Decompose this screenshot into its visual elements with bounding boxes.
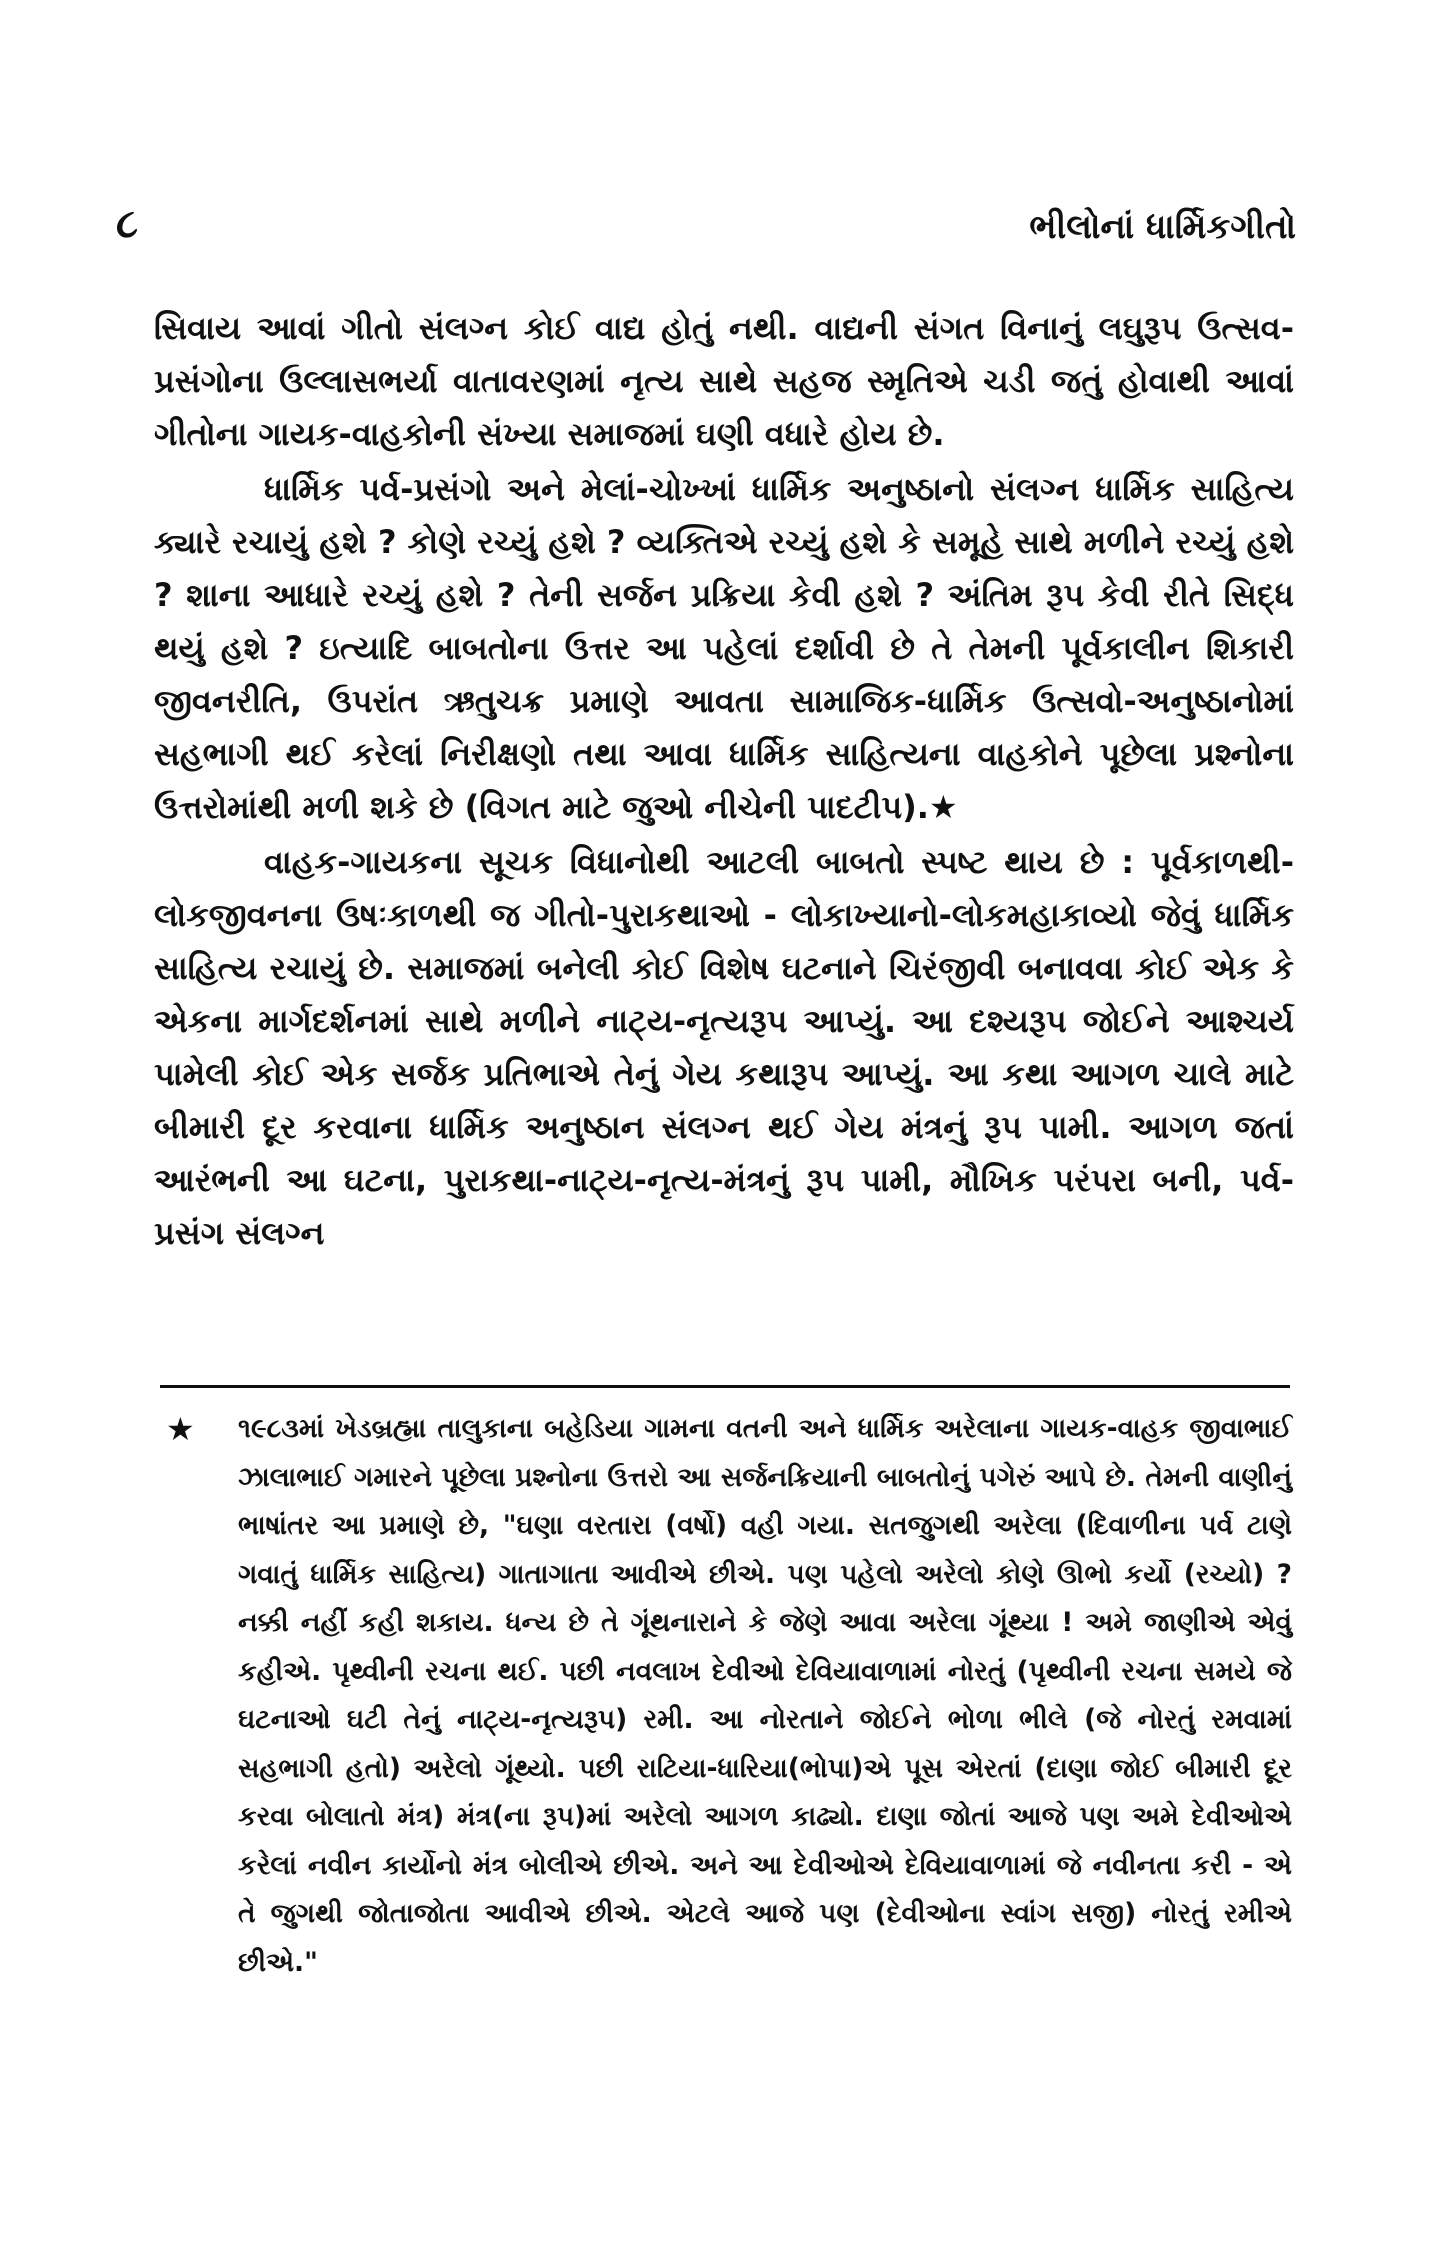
body-text (154, 302, 1294, 1260)
footnote-star-marker: ★ (166, 1410, 195, 1448)
running-head-title: ભીલોનાં ધાર્મિકગીતો (1029, 207, 1296, 247)
footnote-text: ૧૯૮૩માં ખેડબ્રહ્મા તાલુકાના બહેડિયા ગામના વતની અને ધાર્મિક અરેલાના ગાયક-વાહક જીવાભાઈ ઝાલાભાઈ ગમારને પૂછેલા પ્રશ્નોના ઉત્તરો આ સર્જનક્રિયાની બાબતોનું પગેરું આપે છે. તેમની વાણીનું ભાષાંતર આ પ્રમાણે છે, "ઘણા વરતારા (વર્ષો) વહી ગયા. સતજુગથી અરેલા (દિવાળીના પર્વ ટાણે ગવાતું ધાર્મિક સાહિત્ય) ગાતાગાતા આવીએ છીએ. પણ પહેલો અરેલો કોણે ઊભો કર્યો (રચ્યો) ? નક્કી નહીં કહી શકાય. ધન્ય છે તે ગૂંથનારાને કે જેણે આવા અરેલા ગૂંથ્યા ! અમે જાણીએ એવું કહીએ. પૃથ્વીની રચના થઈ. પછી નવલાખ દેવીઓ દેવિયાવાળામાં નોરતું (પૃથ્વીની રચના સમયે જે ઘટનાઓ ઘટી તેનું નાટ્ય-નૃત્યરૂપ) રમી. આ નોરતાને જોઈને ભોળા ભીલે (જે નોરતું રમવામાં સહભાગી હતો) અરેલો ગૂંથ્યો. પછી રાટિયા-ધારિયા(ભોપા)એ પૂસ એરતાં (દાણા જોઈ બીમારી દૂર કરવા બોલાતો મંત્ર) મંત્ર(ના રૂપ)માં અરેલો આગળ કાઢ્યો. દાણા જોતાં આજે પણ અમે દેવીઓએ કરેલાં નવીન કાર્યોનો મંત્ર બોલીએ છીએ. અને આ દેવીઓએ દેવિયાવાળામાં જે નવીનતા કરી - એ તે જુગથી જોતાજોતા આવીએ છીએ. એટલે આજે પણ (દેવીઓના સ્વાંગ સજી) નોરતું રમીએ છીએ." (238, 1413, 1292, 1978)
paragraph-2: ધાર્મિક પર્વ-પ્રસંગો અને મેલાં-ચોખ્ખાં ધાર્મિક અનુષ્ઠાનો સંલગ્ન ધાર્મિક સાહિત્ય ક્યારે રચાયું હશે ? કોણે રચ્યું હશે ? વ્યક્તિએ રચ્યું હશે કે સમૂહે સાથે મળીને રચ્યું હશે ? શાના આધારે રચ્યું હશે ? તેની સર્જન પ્રક્રિયા કેવી હશે ? અંતિમ રૂપ કેવી રીતે સિદ્ધ થયું હશે ? ઇત્યાદિ બાબતોના ઉત્તર આ પહેલાં દર્શાવી છે તે તેમની પૂર્વકાલીન શિકારી જીવનરીતિ, ઉપરાંત ઋતુચક્ર પ્રમાણે આવતા સામાજિક-ધાર્મિક ઉત્સવો-અનુષ્ઠાનોમાં સહભાગી થઈ કરેલાં નિરીક્ષણો તથા આવા ધાર્મિક સાહિત્યના વાહકોને પૂછેલા પ્રશ્નોના ઉત્તરોમાંથી મળી શકે છે (વિગત માટે જુઓ નીચેની પાદટીપ).★ (154, 470, 1294, 826)
footnote-divider (160, 1385, 1290, 1388)
paragraph-3: વાહક-ગાયકના સૂચક વિધાનોથી આટલી બાબતો સ્પષ્ટ થાય છે : પૂર્વકાળથી-લોકજીવનના ઉષઃકાળથી જ ગીતો-પુરાકથાઓ - લોકાખ્યાનો-લોકમહાકાવ્યો જેવું ધાર્મિક સાહિત્ય રચાયું છે. સમાજમાં બનેલી કોઈ વિશેષ ઘટનાને ચિરંજીવી બનાવવા કોઈ એક કે એકના માર્ગદર્શનમાં સાથે મળીને નાટ્ય-નૃત્યરૂપ આપ્યું. આ દશ્યરૂપ જોઈને આશ્ચર્ય પામેલી કોઈ એક સર્જક પ્રતિભાએ તેનું ગેય કથારૂપ આપ્યું. આ કથા આગળ ચાલે માટે બીમારી દૂર કરવાના ધાર્મિક અનુષ્ઠાન સંલગ્ન થઈ ગેય મંત્રનું રૂપ પામી. આગળ જતાં આરંભની આ ઘટના, પુરાકથા-નાટ્ય-નૃત્ય-મંત્રનું રૂપ પામી, મૌખિક પરંપરા બની, પર્વ-પ્રસંગ સંલગ્ન (154, 843, 1294, 1252)
page-number: ૮ (116, 201, 138, 247)
paragraph-1: સિવાય આવાં ગીતો સંલગ્ન કોઈ વાદ્ય હોતું નથી. વાદ્યની સંગત વિનાનું લઘુરૂપ ઉત્સવ-પ્રસંગોના ઉલ્લાસભર્યા વાતાવરણમાં નૃત્ય સાથે સહજ સ્મૃતિએ ચડી જતું હોવાથી આવાં ગીતોના ગાયક-વાહકોની સંખ્યા સમાજમાં ઘણી વધારે હોય છે. (154, 309, 1294, 453)
footnote (160, 1405, 1292, 1987)
